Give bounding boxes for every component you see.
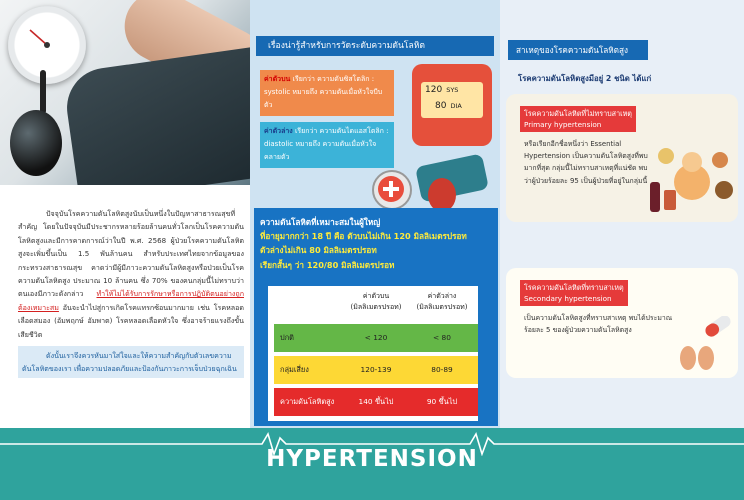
primary-title-en: Primary hypertension (524, 120, 602, 129)
secondary-title-th: โรคความดันโลหิตที่ทราบสาเหตุ (524, 283, 624, 292)
col-lower-header (412, 291, 472, 313)
gauge-icon (8, 6, 86, 84)
pill-kidney-icon (674, 316, 734, 374)
criteria-line: ความดันโลหิตที่เหมาะสมในผู้ใหญ่ (260, 217, 381, 227)
table-row (274, 356, 478, 384)
middle-panel (250, 0, 500, 428)
col-upper-title: ค่าตัวบน (362, 292, 390, 300)
bp-monitor-icon (412, 64, 492, 146)
hose-illustration (40, 70, 46, 114)
monitor-sys-label: SYS (446, 86, 459, 94)
criteria-line: ตัวล่างไม่เกิน 80 มิลลิเมตรปรอท (260, 245, 377, 256)
criteria-box (254, 208, 498, 426)
blood-pressure-photo (0, 0, 250, 185)
monitor-dia-label: DIA (450, 102, 462, 110)
left-panel (0, 0, 250, 428)
secondary-title-en: Secondary hypertension (524, 294, 612, 303)
primary-title-th: โรคความดันโลหิตที่ไม่ทราบสาเหตุ (524, 109, 632, 118)
row-upper: 140 ขึ้นไป (358, 397, 394, 406)
primary-body: หรือเรียกอีกชื่อหนึ่งว่า Essential Hypertension เป็นความดันโลหิตสูงที่พบมากที่สุด กลุ่มนี้ไม่ทราบสาเหตุที่แน่ชัด พบว่าผู้ป่วยร้อยละ 95 เป็นผู้ป่วยที่อยู่ในกลุ่มนี้ (524, 140, 648, 185)
systolic-definition (260, 70, 394, 116)
col-lower-unit: (มิลลิเมตรปรอท) (416, 303, 468, 311)
criteria-text (260, 215, 494, 272)
row-lower: 90 ขึ้นไป (426, 397, 458, 406)
intro-text-part1: ปัจจุบันโรคความดันโลหิตสูงนับเป็นหนึ่งในปัญหาสาธารณสุขที่สำคัญ โดยในปัจจุบันมีประชากรหลายร้อยล้านคนทั่วโลกเป็นโรคความดันโลหิตสูงและมีการคาดการณ์ว่าในปี พ.ศ. 2568 ผู้ป่วยโรคความดันโลหิตสูงจะเพิ่มขึ้นเป็น 1.5 พันล้านคน สำหรับประเทศไทยจากข้อมูลของกระทรวงสาธารณสุข คาดว่ามีผู้มีภาวะความดันโลหิตสูงหรือป่วยเป็นโรคความดันโลหิตสูง ประมาณ 10 ล้านคน ซึ่ง 70% ของคนกลุ่มนี้ไม่ทราบว่าตนเองมีภาวะดังกล่าว (18, 209, 244, 299)
intro-note: ดังนั้นเราจึงควรหันมาใส่ใจและให้ความสำคัญกับตัวเลขความดันโลหิตของเรา เพื่อความปลอดภัยและป้องกันภาวะการเจ็บป่วยฉุกเฉิน (18, 346, 244, 378)
kit-pump-icon (428, 178, 456, 212)
row-upper: < 120 (364, 333, 388, 342)
monitor-screen (421, 82, 483, 118)
row-lower: 80-89 (431, 365, 453, 374)
secondary-badge (520, 280, 628, 306)
systolic-text: เรียกว่า ความดันซิสโตลิก : systolic หมายถึง ความดันเมื่อหัวใจบีบตัว (264, 75, 383, 109)
primary-badge (520, 106, 636, 132)
right-subheader: โรคความดันโลหิตสูงมีอยู่ 2 ชนิด ได้แก่ (518, 74, 652, 83)
pump-bulb-icon (10, 110, 62, 176)
table-header (268, 291, 478, 321)
right-header: สาเหตุของโรคความดันโลหิตสูง (508, 40, 648, 60)
intro-highlight: ทำให้ไม่ได้รับการรักษาหรือการปฏิบัติตนอย่างถูกต้องเหมาะสม (18, 289, 244, 312)
row-lower: < 80 (433, 333, 451, 342)
banner-title: HYPERTENSION (266, 446, 478, 472)
lifestyle-illustration (646, 142, 734, 218)
col-upper-unit: (มิลลิเมตรปรอท) (350, 303, 402, 311)
intro-text-part2: อันจะนำไปสู่การเกิดโรคแทรกซ้อนมากมาย เช่น โรคหลอดเลือดสมอง (อัมพฤกษ์ อัมพาต) โรคหลอดเลือดหัวใจ ซึ่งอาจร้ายแรงถึงขั้นเสียชีวิต (18, 302, 244, 339)
row-upper: 120-139 (360, 365, 392, 374)
secondary-body: เป็นความดันโลหิตสูงที่ทราบสาเหตุ พบได้ประมาณร้อยละ 5 ของผู้ป่วยความดันโลหิตสูง (524, 314, 673, 335)
col-upper-header (346, 291, 406, 313)
bp-table (268, 286, 478, 421)
intro-text-block (18, 207, 244, 378)
monitor-dia-value: 80 (435, 101, 447, 111)
right-panel (500, 0, 744, 428)
bottom-banner (0, 428, 744, 500)
criteria-line: เรียกสั้นๆ ว่า 120/80 มิลลิเมตรปรอท (260, 259, 395, 270)
table-row (274, 324, 478, 352)
intro-paragraph (18, 207, 244, 341)
diastolic-definition (260, 122, 394, 168)
monitor-dia-line (435, 101, 462, 111)
row-label: ความดันโลหิตสูง (280, 397, 335, 406)
cuff-illustration (62, 47, 250, 185)
primary-card (506, 94, 738, 222)
monitor-sys-line (425, 85, 458, 95)
middle-header: เรื่องน่ารู้สำหรับการวัดระดับความดันโลหิต (256, 36, 494, 56)
monitor-sys-value: 120 (425, 85, 443, 95)
secondary-card (506, 268, 738, 378)
table-row (274, 388, 478, 416)
row-label: ปกติ (280, 333, 294, 342)
col-lower-title: ค่าตัวล่าง (427, 292, 457, 300)
row-label: กลุ่มเสี่ยง (280, 365, 309, 374)
medical-cross-icon (378, 176, 404, 202)
criteria-line: ที่อายุมากกว่า 18 ปี คือ ตัวบนไม่เกิน 120 มิลลิเมตรปรอท (260, 231, 467, 242)
systolic-key: ค่าตัวบน (264, 75, 291, 83)
diastolic-text: เรียกว่า ความดันไดแอสโตลิก : diastolic หมายถึง ความดันเมื่อหัวใจคลายตัว (264, 127, 389, 161)
diastolic-key: ค่าตัวล่าง (264, 127, 293, 135)
